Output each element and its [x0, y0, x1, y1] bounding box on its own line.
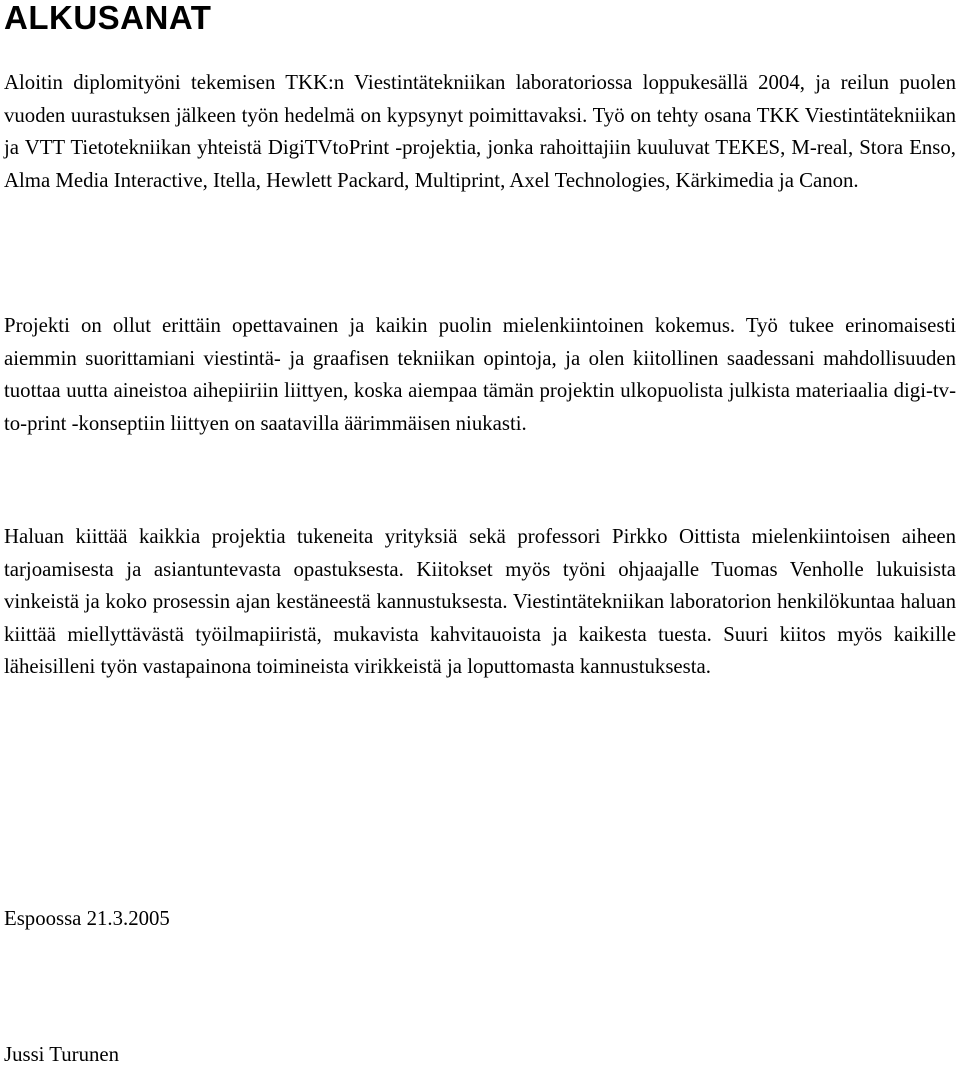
paragraph-thanks: Haluan kiittää kaikkia projektia tukeneita yrityksiä sekä professori Pirkko Oittista mielenkiintoisen aiheen tarjoamisesta ja asiantuntevasta opastuksesta. Kiitokset myös työni ohjaajalle Tuomas Venholle lukuisista vinkeistä ja koko prosessin ajan kestäneestä kannustuksesta. Viestintätekniikan laboratorion henkilökuntaa haluan kiittää miellyttävästä työilmapiiristä, mukavista kahvitauoista ja kaikesta tuesta. Suuri kiitos myös kaikille läheisilleni työn vastapainona toimineista virikkeistä ja loputtomasta kannustuksesta.: [4, 525, 956, 678]
place-and-date: Espoossa 21.3.2005: [4, 907, 170, 930]
author-signature: Jussi Turunen: [4, 1043, 120, 1066]
document-page: [4, 0, 956, 1069]
paragraph-intro: Aloitin diplomityöni tekemisen TKK:n Viestintätekniikan laboratoriossa loppukesällä 2004, ja reilun puolen vuoden uurastuksen jälkeen työn hedelmä on kypsynyt poimittavaksi. Työ on tehty osana TKK Viestintätekniikan ja VTT Tietotekniikan yhteistä DigiTVtoPrint -projektia, jonka rahoittajiin kuuluvat TEKES, M-real, Stora Enso, Alma Media Interactive, Itella, Hewlett Packard, Multiprint, Axel Technologies, Kärkimedia ja Canon.: [4, 71, 956, 192]
page-heading: ALKUSANAT: [4, 0, 212, 36]
paragraph-experience: Projekti on ollut erittäin opettavainen ja kaikin puolin mielenkiintoinen kokemus. Työ tukee erinomaisesti aiemmin suorittamiani viestintä- ja graafisen tekniikan opintoja, ja olen kiitollinen saadessani mahdollisuuden tuottaa uutta aineistoa aihepiiriin liittyen, koska aiempaa tämän projektin ulkopuolista julkista materiaalia digi-tv-to-print -konseptiin liittyen on saatavilla äärimmäisen niukasti.: [4, 314, 956, 435]
